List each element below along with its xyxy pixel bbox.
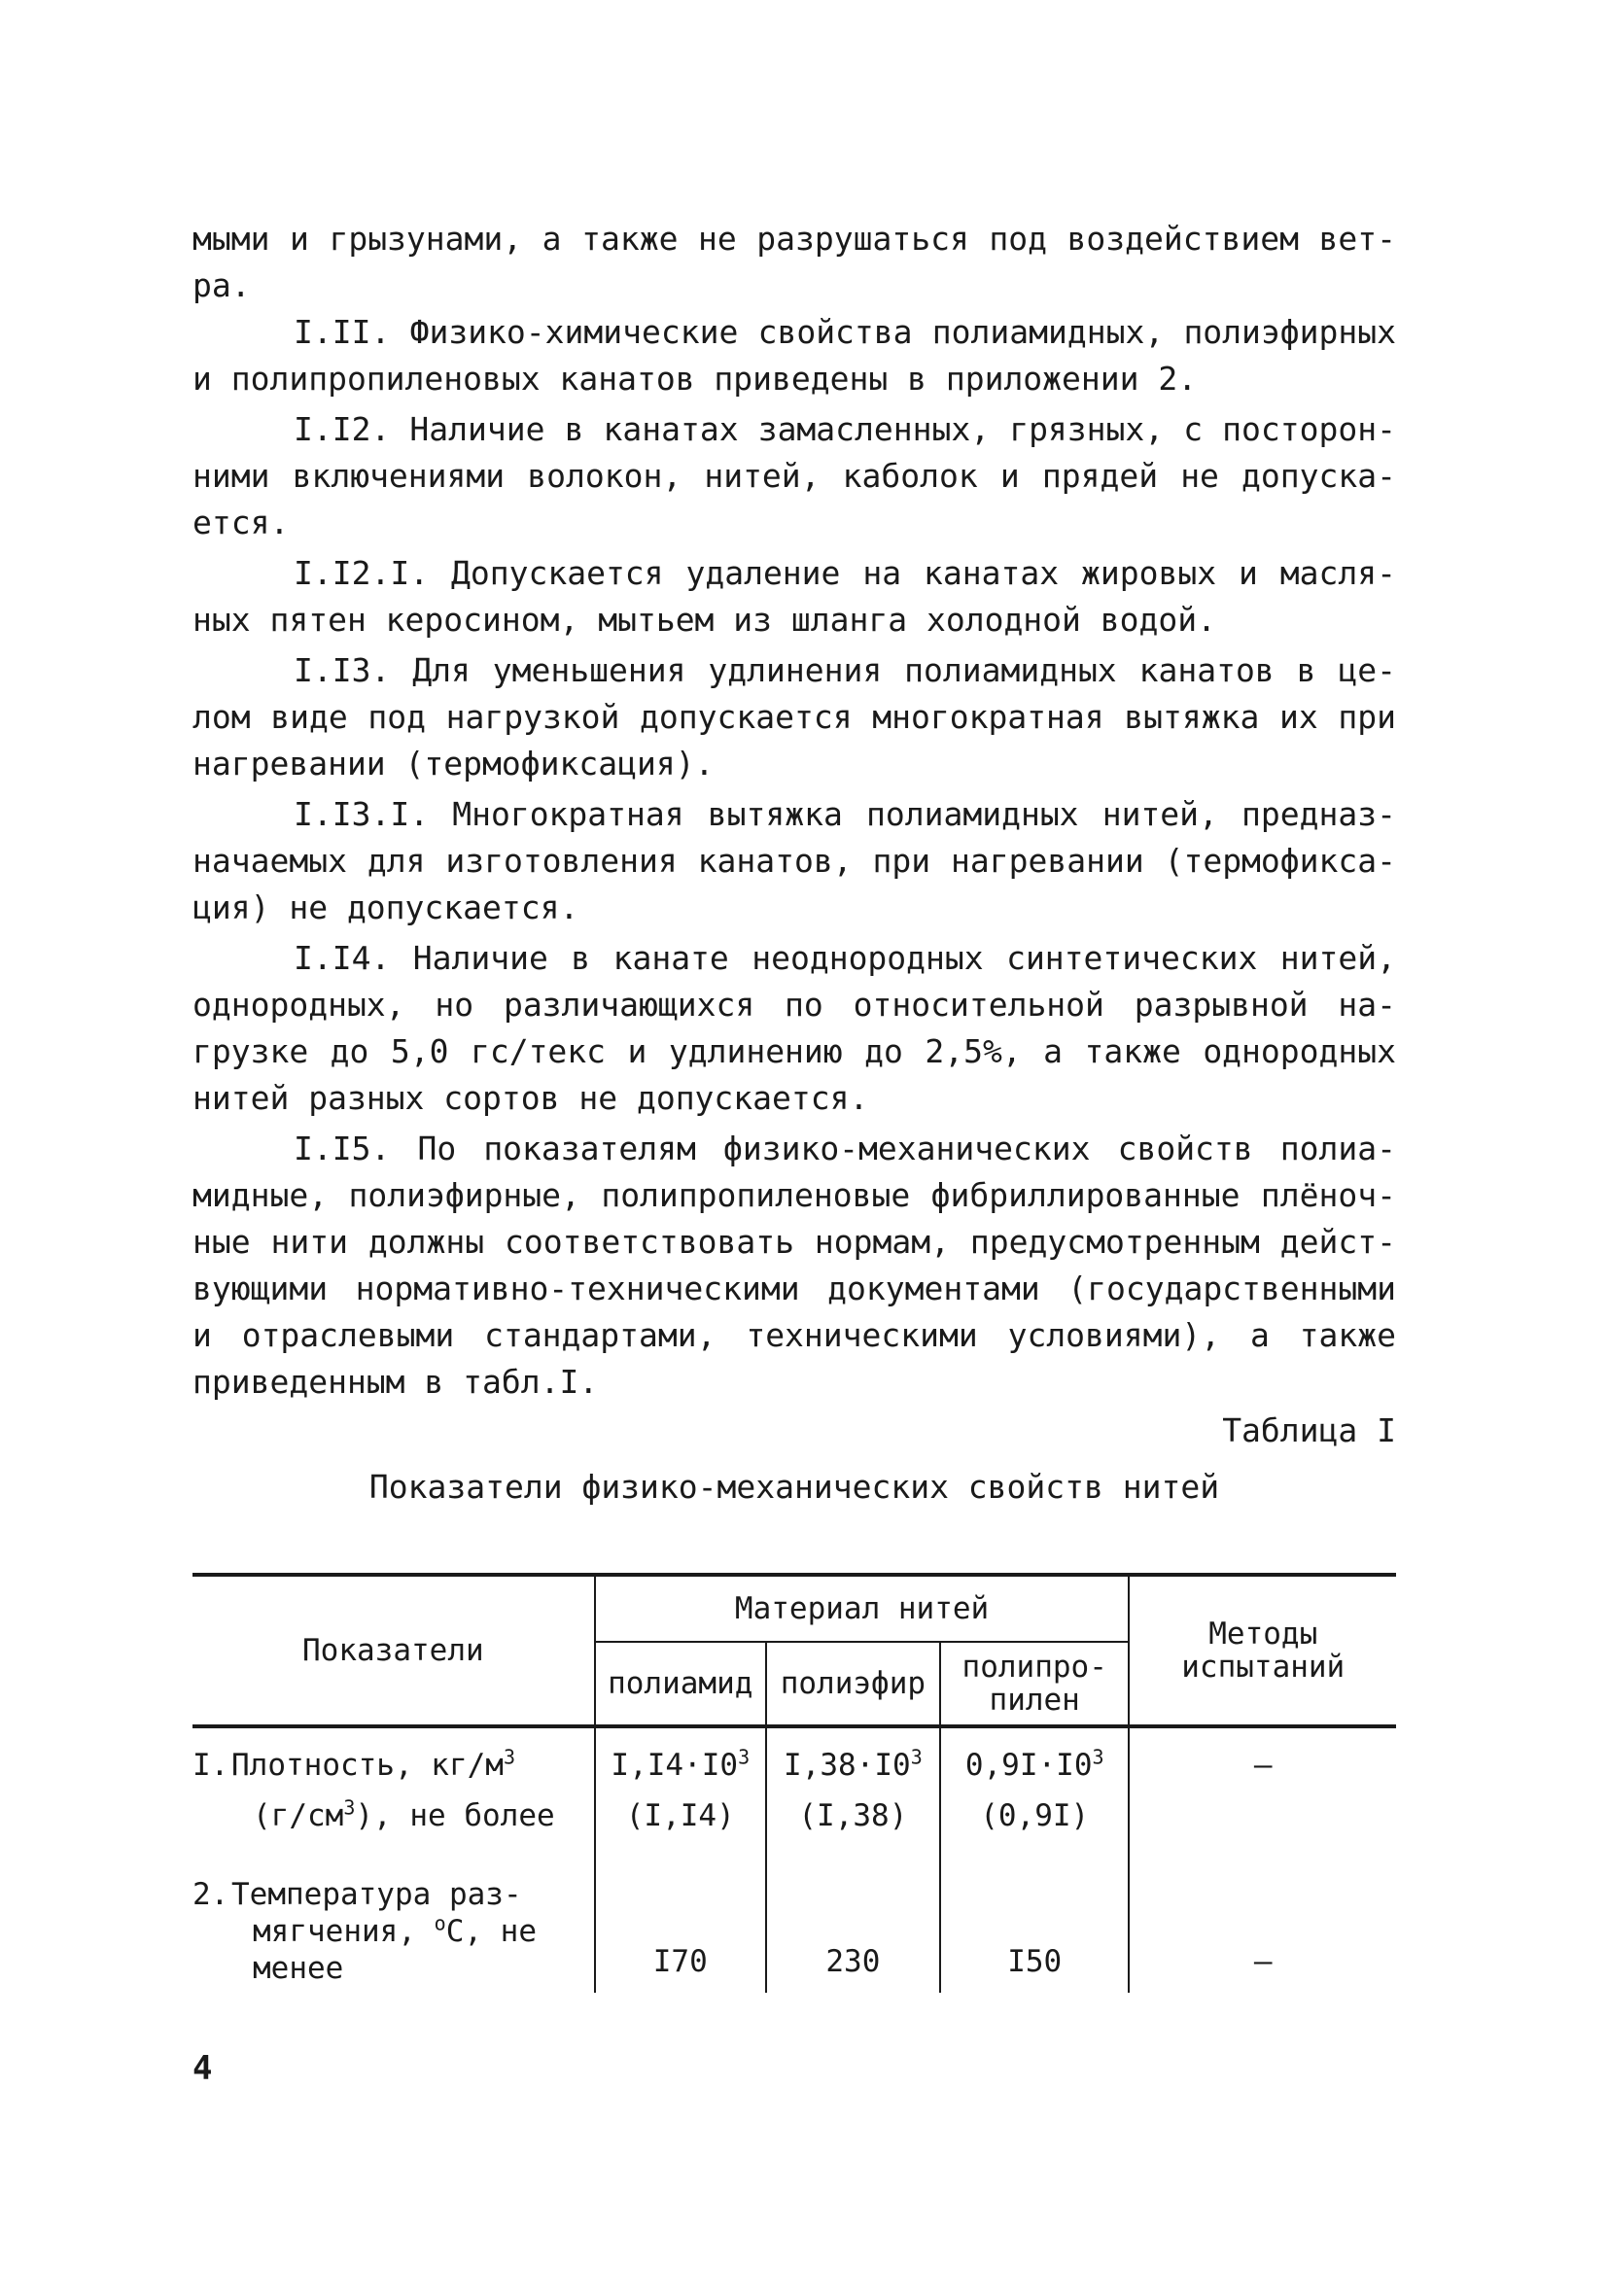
body-line: ных пятен керосином, мытьем из шланга холодной водой. [192,601,1216,639]
row2-indicator [192,1862,595,1993]
row2-name-line2-post: С, не [445,1914,538,1949]
row1-polyamide-gcm: (I,I4) [625,1798,735,1833]
row1-name-line1-sup: 3 [503,1745,516,1769]
row1-polyester-gcm: (I,38) [798,1798,908,1833]
row1-polyester-exp: 3 [910,1745,923,1769]
row2-name-line3: менее [253,1951,344,1986]
row1-polyamide-exp: 3 [738,1745,751,1769]
body-line: лом виде под нагрузкой допускается многократная вытяжка их при [192,698,1396,736]
body-line: однородных, но различающихся по относительной разрывной на- [192,986,1396,1024]
body-line: начаемых для изготовления канатов, при нагревании (термофикса- [192,842,1396,880]
body-line: мыми и грызунами, а также не разрушаться под воздействием вет- [192,220,1396,258]
header-polypropylene-line1: полипро- [961,1650,1107,1685]
body-line: нагревании (термофиксация). [192,745,715,783]
body-line: ними включениями волокон, нитей, каболок и прядей не допуска- [192,457,1396,495]
row1-method: – [1129,1726,1396,1862]
table-label: Таблица I [1222,1411,1396,1449]
body-line: нитей разных сортов не допускается. [192,1079,869,1117]
row2-polyester: 230 [766,1862,940,1993]
table-row [192,1726,1396,1862]
row1-name-line2-pre: (г/см [253,1798,344,1833]
header-polypropylene [940,1642,1130,1726]
row2-polyamide: I70 [595,1862,766,1993]
body-line: ция) не допускается. [192,888,579,926]
body-line: грузке до 5,0 гс/текс и удлинению до 2,5%, а также однородных [192,1032,1396,1070]
header-polyester: полиэфир [766,1642,940,1726]
row2-name-line2-sup: о [434,1911,446,1935]
body-line: и полипропиленовых канатов приведены в приложении 2. [192,360,1198,398]
row1-name-line2-post: ), не более [355,1798,555,1833]
clause-1-13-1: I.I3.I. Многократная вытяжка полиамидных нитей, предназ- [294,795,1396,833]
body-line: мидные, полиэфирные, полипропиленовые фибриллированные плёноч- [192,1176,1396,1214]
body-line: и отраслевыми стандартами, техническими условиями), а также [192,1316,1396,1354]
properties-table [192,1573,1396,1993]
row2-method: – [1129,1862,1396,1993]
header-material: Материал нитей [595,1575,1130,1642]
clause-1-13: I.I3. Для уменьшения удлинения полиамидных канатов в це- [294,651,1396,689]
clause-1-12: I.I2. Наличие в канатах замасленных, грязных, с посторон- [294,410,1396,448]
page-number: 4 [192,2049,213,2088]
row1-polyamide [595,1726,766,1862]
row2-polypropylene: I50 [940,1862,1130,1993]
row1-polypropylene-gcm: (0,9I) [980,1798,1090,1833]
row1-polypropylene [940,1726,1130,1862]
row1-indicator [192,1726,595,1862]
header-methods [1129,1575,1396,1726]
clause-1-11: I.II. Физико-химические свойства полиамидных, полиэфирных [294,313,1396,351]
row2-number: 2. [192,1877,229,1912]
header-methods-line1: Методы [1208,1617,1318,1652]
row1-number: I. [192,1748,229,1783]
row1-polypropylene-value: 0,9I·I0 [964,1748,1093,1783]
header-methods-line2: испытаний [1181,1650,1346,1685]
row1-polypropylene-exp: 3 [1092,1745,1104,1769]
clause-1-14: I.I4. Наличие в канате неоднородных синтетических нитей, [294,939,1396,977]
row1-polyamide-value: I,I4·I0 [611,1748,739,1783]
row2-name-line1: Температура раз- [231,1877,522,1912]
body-line: ется. [192,504,290,541]
row2-name-line2-pre: мягчения, [253,1914,435,1949]
table-row [192,1862,1396,1993]
header-polyamide: полиамид [595,1642,766,1726]
row1-name-line2-sup: 3 [343,1795,356,1820]
header-polypropylene-line2: пилен [989,1683,1080,1718]
body-line: ра. [192,266,251,304]
body-line: ные нити должны соответствовать нормам, предусмотренным дейст- [192,1223,1396,1261]
clause-1-12-1: I.I2.I. Допускается удаление на канатах жировых и масля- [294,554,1396,592]
table-title: Показатели физико-механических свойств нитей [368,1468,1220,1506]
row1-polyester [766,1726,940,1862]
body-line: приведенным в табл.I. [192,1363,599,1401]
clause-1-15: I.I5. По показателям физико-механических свойств полиа- [294,1130,1396,1167]
row1-polyester-value: I,38·I0 [784,1748,911,1783]
body-line: вующими нормативно-техническими документами (государственными [192,1270,1396,1307]
header-indicators: Показатели [302,1633,484,1668]
row1-name-line1: Плотность, кг/м [231,1748,504,1783]
